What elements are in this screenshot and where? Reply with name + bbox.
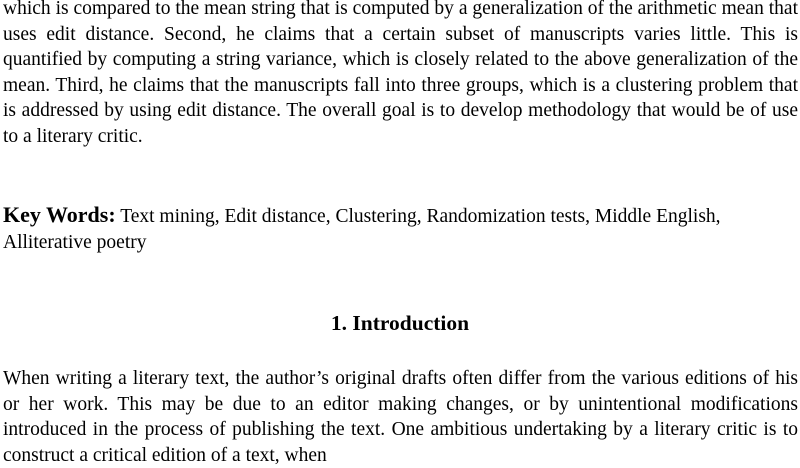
keywords-label: Key Words:: [3, 202, 116, 227]
introduction-paragraph: When writing a literary text, the author’s original drafts often differ from the various editions of his or her work. This may be due to an editor making changes, or by unintentional modifications introduced in the process of publishing the text. One ambitious undertaking by a literary critic is to construct a critical edition of a text, when: [3, 368, 798, 466]
abstract-continuation: which is compared to the mean string that is computed by a generalization of the arithmetic mean that uses edit distance. Second, he claims that a certain subset of manuscripts varies little. This is quantified by computing a string variance, which is closely related to the above generalization of the mean. Third, he claims that the manuscripts fall into three groups, which is a clustering problem that is addressed by using edit distance. The overall goal is to develop methodology that would be of use to a literary critic.: [3, 0, 798, 147]
keywords-block: [3, 202, 798, 255]
keywords-text: Text mining, Edit distance, Clustering, Randomization tests, Middle English, Alliterative poetry: [3, 206, 721, 253]
section-heading: 1. Introduction: [330, 311, 470, 335]
